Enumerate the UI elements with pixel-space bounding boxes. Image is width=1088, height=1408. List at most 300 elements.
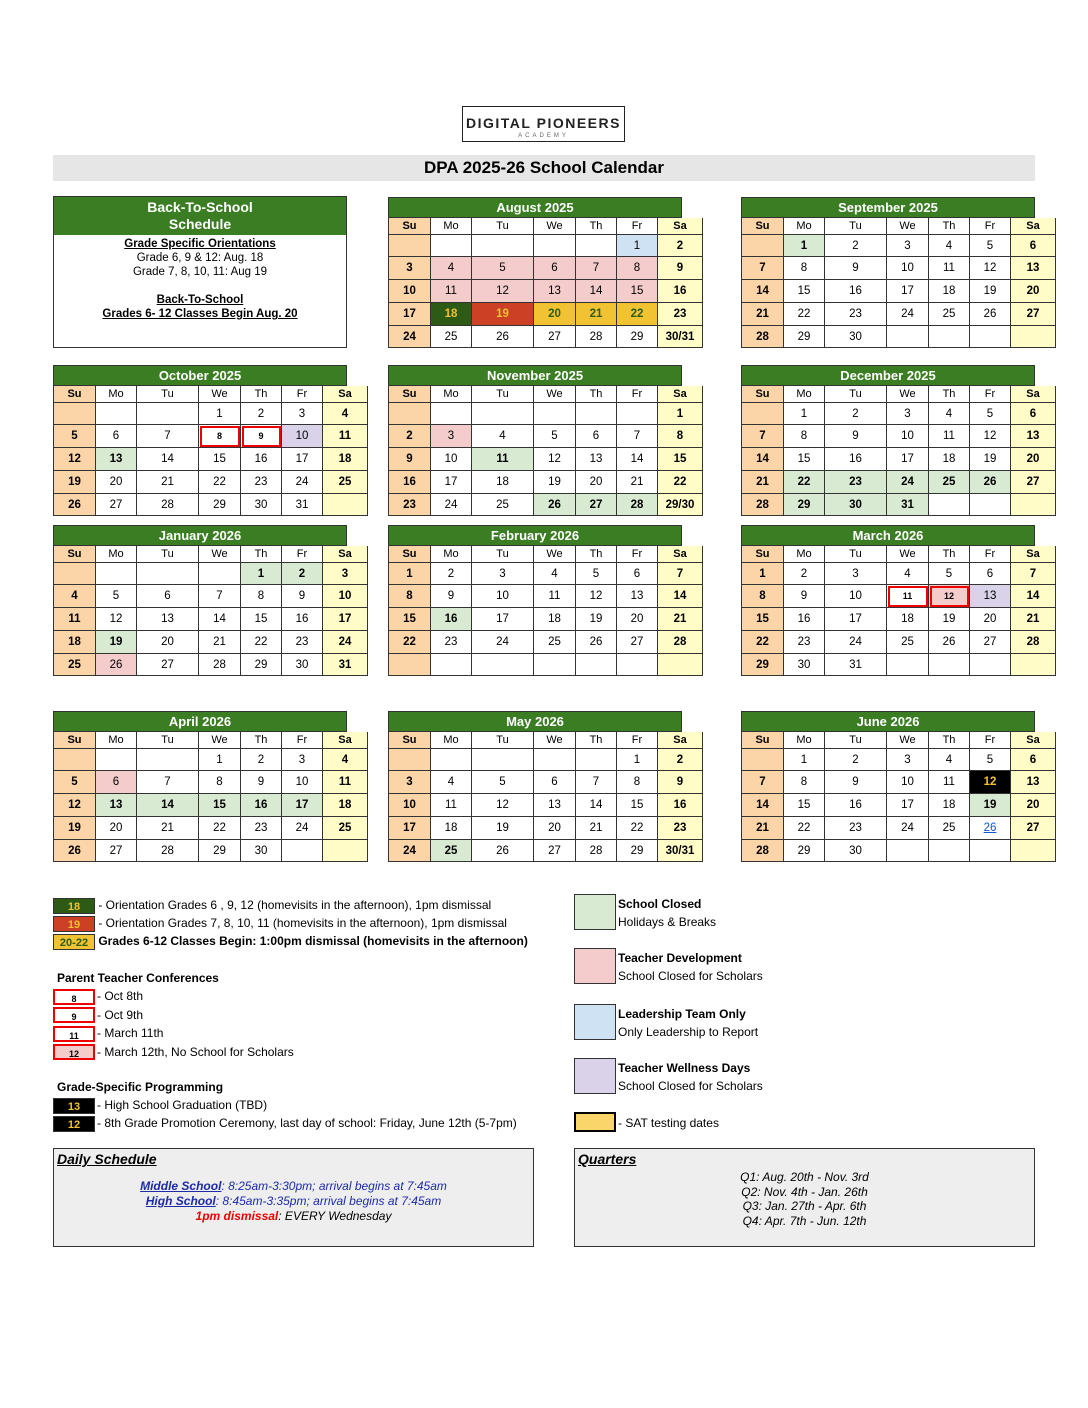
calendar-day: 17 (389, 303, 431, 326)
weekday-header: Mo (431, 218, 472, 235)
calendar-day: 16 (241, 794, 282, 817)
weekday-header: Sa (323, 546, 368, 563)
calendar-day: 21 (576, 303, 617, 326)
calendar-day: 10 (887, 425, 929, 448)
calendar-day: 1 (784, 403, 825, 425)
calendar-day: 26 (54, 840, 96, 862)
calendar-day: 4 (887, 563, 929, 585)
calendar-day: 3 (282, 403, 323, 425)
calendar-empty-cell (199, 563, 241, 585)
calendar-day: 22 (199, 817, 241, 840)
calendar-empty-cell (389, 235, 431, 257)
gsp-swatch: 13 (53, 1098, 95, 1114)
calendar-day: 15 (617, 794, 658, 817)
weekday-header: Th (576, 732, 617, 749)
ptc-text: - Oct 9th (97, 1007, 144, 1022)
calendar-day: 5 (534, 425, 576, 448)
category-title: Leadership Team Only (618, 1007, 746, 1021)
calendar-day: 18 (472, 471, 534, 494)
calendar-empty-cell (742, 403, 784, 425)
calendar-day: 5 (576, 563, 617, 585)
calendar-day: 15 (742, 608, 784, 631)
calendar-day: 23 (431, 631, 472, 654)
calendar-day: 4 (431, 257, 472, 280)
calendar-day: 13 (96, 448, 137, 471)
calendar-empty-cell (431, 654, 472, 676)
calendar-empty-cell (96, 403, 137, 425)
calendar-day: 17 (887, 280, 929, 303)
calendar-day: 26 (970, 303, 1011, 326)
month-title: September 2025 (741, 197, 1035, 218)
calendar-day: 28 (742, 494, 784, 516)
calendar-day: 19 (54, 471, 96, 494)
weekday-header: Mo (784, 732, 825, 749)
calendar-day: 27 (96, 494, 137, 516)
month-calendar (741, 525, 1040, 676)
calendar-empty-cell (617, 654, 658, 676)
calendar-day: 8 (199, 425, 241, 448)
calendar-day: 24 (887, 303, 929, 326)
calendar-empty-cell (1011, 654, 1056, 676)
sat-swatch (574, 1112, 616, 1132)
weekday-header: Sa (1011, 218, 1056, 235)
calendar-day: 4 (534, 563, 576, 585)
calendar-day: 3 (282, 749, 323, 771)
calendar-day: 20 (96, 471, 137, 494)
calendar-day: 26 (929, 631, 970, 654)
back-to-school-box (53, 196, 347, 348)
calendar-day: 23 (658, 817, 703, 840)
calendar-day: 13 (617, 585, 658, 608)
calendar-day: 29 (199, 840, 241, 862)
month-title: November 2025 (388, 365, 682, 386)
calendar-empty-cell (970, 840, 1011, 862)
weekday-header: Th (241, 386, 282, 403)
calendar-day: 1 (617, 235, 658, 257)
calendar-day: 30 (241, 840, 282, 862)
calendar-day: 1 (784, 749, 825, 771)
weekday-header: Th (929, 386, 970, 403)
weekday-header: Fr (282, 732, 323, 749)
calendar-day: 30 (825, 494, 887, 516)
calendar-day: 8 (241, 585, 282, 608)
calendar-day: 14 (742, 448, 784, 471)
logo-subtext: ACADEMY (518, 133, 569, 139)
calendar-day: 3 (431, 425, 472, 448)
weekday-header: Sa (658, 218, 703, 235)
weekday-header: Fr (970, 732, 1011, 749)
daily-schedule-title: Daily Schedule (57, 1151, 157, 1167)
calendar-day: 8 (784, 425, 825, 448)
calendar-day: 7 (658, 563, 703, 585)
gsp-row (53, 1114, 517, 1132)
calendar-day: 24 (887, 817, 929, 840)
weekday-header: Th (576, 218, 617, 235)
weekday-header: Tu (472, 386, 534, 403)
calendar-day: 13 (970, 585, 1011, 608)
calendar-day: 4 (323, 403, 368, 425)
calendar-day: 19 (54, 817, 96, 840)
calendar-day: 28 (617, 494, 658, 516)
weekday-header: Su (54, 386, 96, 403)
weekday-header: Mo (431, 546, 472, 563)
calendar-day: 30 (241, 494, 282, 516)
calendar-day: 8 (784, 771, 825, 794)
calendar-day: 16 (241, 448, 282, 471)
calendar-day: 24 (472, 631, 534, 654)
bts-line-2: Grade 7, 8, 10, 11: Aug 19 (132, 266, 268, 278)
calendar-day: 10 (282, 425, 323, 448)
calendar-empty-cell (472, 749, 534, 771)
calendar-day: 12 (54, 794, 96, 817)
calendar-day: 25 (431, 326, 472, 348)
calendar-day: 22 (389, 631, 431, 654)
calendar-day: 23 (241, 471, 282, 494)
calendar-day: 24 (825, 631, 887, 654)
calendar-empty-cell (1011, 494, 1056, 516)
calendar-day: 20 (576, 471, 617, 494)
calendar-day: 1 (389, 563, 431, 585)
calendar-day: 21 (742, 817, 784, 840)
month-calendar (388, 525, 687, 676)
calendar-empty-cell (658, 654, 703, 676)
quarter-1: Q1: Aug. 20th - Nov. 3rd (740, 1170, 869, 1184)
logo (462, 106, 625, 142)
weekday-header: Su (742, 218, 784, 235)
category-swatch (574, 894, 616, 930)
weekday-header: Fr (282, 386, 323, 403)
calendar-day: 28 (658, 631, 703, 654)
calendar-day: 13 (137, 608, 199, 631)
logo-text: DIGITAL PIONEERS (466, 115, 621, 131)
calendar-day: 16 (658, 280, 703, 303)
calendar-day: 8 (742, 585, 784, 608)
calendar-day: 1 (742, 563, 784, 585)
calendar-day: 20 (96, 817, 137, 840)
calendar-day: 4 (929, 235, 970, 257)
calendar-day: 17 (887, 448, 929, 471)
calendar-day: 2 (658, 235, 703, 257)
calendar-day: 4 (472, 425, 534, 448)
calendar-day: 24 (887, 471, 929, 494)
weekday-header: Sa (658, 732, 703, 749)
calendar-day: 8 (658, 425, 703, 448)
weekday-header: Fr (970, 218, 1011, 235)
calendar-day: 24 (389, 326, 431, 348)
calendar-day: 28 (742, 326, 784, 348)
calendar-empty-cell (54, 563, 96, 585)
calendar-day: 26 (576, 631, 617, 654)
calendar-empty-cell (323, 494, 368, 516)
calendar-day: 5 (96, 585, 137, 608)
calendar-day: 18 (534, 608, 576, 631)
ptc-row (53, 1024, 163, 1042)
calendar-day: 26 (534, 494, 576, 516)
weekday-header: Sa (1011, 546, 1056, 563)
calendar-day: 23 (825, 817, 887, 840)
legend-swatch: 20-22 (53, 934, 95, 950)
calendar-day: 19 (970, 280, 1011, 303)
calendar-day: 9 (658, 771, 703, 794)
calendar-empty-cell (887, 326, 929, 348)
calendar-day: 20 (534, 817, 576, 840)
calendar-day: 10 (389, 280, 431, 303)
daily-schedule-box (53, 1148, 534, 1247)
calendar-day: 24 (431, 494, 472, 516)
calendar-day: 10 (887, 771, 929, 794)
calendar-day: 2 (825, 235, 887, 257)
month-calendar (53, 525, 352, 676)
calendar-day: 9 (825, 425, 887, 448)
calendar-day: 23 (282, 631, 323, 654)
calendar-day: 3 (887, 235, 929, 257)
category-label (618, 949, 763, 985)
calendar-day: 5 (970, 749, 1011, 771)
calendar-day: 12 (576, 585, 617, 608)
weekday-header: Tu (137, 386, 199, 403)
calendar-empty-cell (1011, 326, 1056, 348)
calendar-day: 12 (929, 585, 970, 608)
weekday-header: Fr (970, 546, 1011, 563)
calendar-day: 13 (1011, 425, 1056, 448)
weekday-header: Fr (617, 732, 658, 749)
weekday-header: Su (54, 732, 96, 749)
calendar-day: 12 (54, 448, 96, 471)
calendar-day: 15 (199, 794, 241, 817)
calendar-day: 19 (534, 471, 576, 494)
calendar-day: 7 (742, 771, 784, 794)
calendar-day: 11 (472, 448, 534, 471)
calendar-day: 21 (742, 303, 784, 326)
calendar-day: 27 (1011, 471, 1056, 494)
calendar-day: 28 (576, 840, 617, 862)
calendar-day: 14 (658, 585, 703, 608)
calendar-day: 15 (199, 448, 241, 471)
calendar-day: 10 (282, 771, 323, 794)
category-subtitle: Holidays & Breaks (618, 915, 717, 929)
bts-header (54, 197, 346, 235)
weekday-header: Su (54, 546, 96, 563)
calendar-day: 30/31 (658, 840, 703, 862)
weekday-header: Mo (431, 732, 472, 749)
calendar-day: 13 (534, 794, 576, 817)
calendar-empty-cell (472, 654, 534, 676)
calendar-empty-cell (389, 654, 431, 676)
legend-swatch: 18 (53, 898, 95, 914)
calendar-day: 27 (970, 631, 1011, 654)
ptc-swatch: 11 (53, 1026, 95, 1042)
calendar-day: 15 (658, 448, 703, 471)
calendar-day: 4 (929, 403, 970, 425)
month-calendar (741, 197, 1040, 348)
category-subtitle: School Closed for Scholars (618, 969, 763, 983)
legend-orientation-2 (53, 914, 507, 932)
calendar-day: 18 (323, 448, 368, 471)
weekday-header: Su (389, 732, 431, 749)
calendar-day: 4 (929, 749, 970, 771)
ptc-text: - March 12th, No School for Scholars (97, 1044, 294, 1059)
quarter-3: Q3: Jan. 27th - Apr. 6th (742, 1199, 867, 1213)
calendar-day: 24 (282, 817, 323, 840)
calendar-day: 13 (1011, 771, 1056, 794)
month-calendar (741, 711, 1040, 862)
calendar-day: 11 (323, 425, 368, 448)
calendar-day: 27 (1011, 303, 1056, 326)
calendar-day: 21 (137, 817, 199, 840)
calendar-day: 30/31 (658, 326, 703, 348)
calendar-day: 6 (137, 585, 199, 608)
calendar-day: 31 (887, 494, 929, 516)
calendar-day: 14 (576, 794, 617, 817)
weekday-header: Sa (658, 546, 703, 563)
calendar-empty-cell (970, 326, 1011, 348)
calendar-day: 26 (96, 654, 137, 676)
calendar-day: 1 (617, 749, 658, 771)
weekday-header: Tu (137, 732, 199, 749)
calendar-day: 14 (576, 280, 617, 303)
hs-label: High School (145, 1194, 216, 1208)
calendar-day: 26 (54, 494, 96, 516)
calendar-day: 18 (323, 794, 368, 817)
calendar-day: 21 (199, 631, 241, 654)
calendar-day: 27 (96, 840, 137, 862)
weekday-header: Sa (1011, 732, 1056, 749)
calendar-day: 9 (282, 585, 323, 608)
calendar-day: 25 (323, 471, 368, 494)
calendar-day: 13 (576, 448, 617, 471)
calendar-day: 25 (54, 654, 96, 676)
calendar-empty-cell (742, 235, 784, 257)
category-title: Teacher Development (618, 951, 742, 965)
calendar-day: 21 (1011, 608, 1056, 631)
calendar-empty-cell (137, 563, 199, 585)
calendar-empty-cell (137, 403, 199, 425)
calendar-day: 17 (887, 794, 929, 817)
calendar-day: 9 (431, 585, 472, 608)
calendar-day: 22 (199, 471, 241, 494)
calendar-day: 25 (929, 471, 970, 494)
calendar-empty-cell (431, 749, 472, 771)
weekday-header: Tu (472, 732, 534, 749)
quarter-2: Q2: Nov. 4th - Jan. 26th (741, 1184, 868, 1199)
bts-line-1: Grade 6, 9 & 12: Aug. 18 (136, 252, 264, 264)
calendar-day: 3 (472, 563, 534, 585)
calendar-empty-cell (323, 840, 368, 862)
month-title: March 2026 (741, 525, 1035, 546)
calendar-day: 31 (323, 654, 368, 676)
calendar-day: 25 (887, 631, 929, 654)
calendar-day: 10 (825, 585, 887, 608)
calendar-empty-cell (929, 326, 970, 348)
calendar-day: 1 (784, 235, 825, 257)
weekday-header: Tu (825, 546, 887, 563)
calendar-day: 29 (784, 494, 825, 516)
calendar-empty-cell (617, 403, 658, 425)
category-label (618, 1005, 758, 1041)
month-title: October 2025 (53, 365, 347, 386)
calendar-day: 23 (784, 631, 825, 654)
calendar-day: 15 (784, 280, 825, 303)
calendar-day: 16 (825, 280, 887, 303)
calendar-day: 29 (784, 326, 825, 348)
calendar-empty-cell (389, 749, 431, 771)
calendar-day: 12 (96, 608, 137, 631)
calendar-day: 4 (431, 771, 472, 794)
calendar-day: 5 (472, 257, 534, 280)
calendar-empty-cell (576, 749, 617, 771)
calendar-day: 16 (825, 448, 887, 471)
calendar-day: 17 (282, 794, 323, 817)
calendar-day: 9 (241, 425, 282, 448)
category-subtitle: Only Leadership to Report (618, 1025, 759, 1039)
calendar-empty-cell (54, 403, 96, 425)
calendar-day: 20 (970, 608, 1011, 631)
calendar-day: 22 (241, 631, 282, 654)
sat-text: - SAT testing dates (618, 1116, 719, 1130)
calendar-day: 4 (54, 585, 96, 608)
calendar-empty-cell (929, 840, 970, 862)
calendar-day: 6 (617, 563, 658, 585)
month-calendar (388, 365, 695, 516)
calendar-day: 10 (431, 448, 472, 471)
weekday-header: Tu (825, 732, 887, 749)
calendar-day: 22 (784, 471, 825, 494)
calendar-day: 8 (199, 771, 241, 794)
weekday-header: Mo (96, 732, 137, 749)
calendar-day: 7 (137, 425, 199, 448)
ms-label: Middle School (140, 1179, 222, 1193)
calendar-day: 5 (472, 771, 534, 794)
calendar-day: 19 (576, 608, 617, 631)
weekday-header: We (887, 218, 929, 235)
category-label (618, 895, 716, 931)
calendar-day: 8 (389, 585, 431, 608)
pm-label: 1pm dismissal (195, 1209, 279, 1223)
calendar-day: 7 (199, 585, 241, 608)
calendar-day: 6 (576, 425, 617, 448)
calendar-day: 16 (431, 608, 472, 631)
calendar-empty-cell (137, 749, 199, 771)
calendar-day: 18 (431, 817, 472, 840)
calendar-day: 1 (241, 563, 282, 585)
ptc-row (53, 1006, 143, 1024)
calendar-day: 25 (431, 840, 472, 862)
category-swatch (574, 1058, 616, 1094)
calendar-day: 27 (617, 631, 658, 654)
ptc-swatch: 12 (53, 1044, 95, 1060)
calendar-day: 22 (784, 303, 825, 326)
calendar-day: 6 (1011, 235, 1056, 257)
calendar-empty-cell (534, 403, 576, 425)
calendar-day: 9 (241, 771, 282, 794)
calendar-empty-cell (970, 654, 1011, 676)
calendar-day: 22 (658, 471, 703, 494)
calendar-day: 21 (576, 817, 617, 840)
weekday-header: Mo (784, 218, 825, 235)
calendar-day: 3 (887, 749, 929, 771)
calendar-empty-cell (96, 749, 137, 771)
calendar-day: 18 (929, 794, 970, 817)
calendar-day: 19 (970, 794, 1011, 817)
calendar-day: 28 (137, 494, 199, 516)
calendar-day: 11 (431, 794, 472, 817)
month-calendar (388, 197, 695, 348)
calendar-day: 8 (784, 257, 825, 280)
calendar-day-link[interactable]: 26 (983, 822, 997, 834)
gsp-text: - High School Graduation (TBD) (97, 1098, 268, 1112)
calendar-day: 21 (137, 471, 199, 494)
calendar-day: 17 (431, 471, 472, 494)
